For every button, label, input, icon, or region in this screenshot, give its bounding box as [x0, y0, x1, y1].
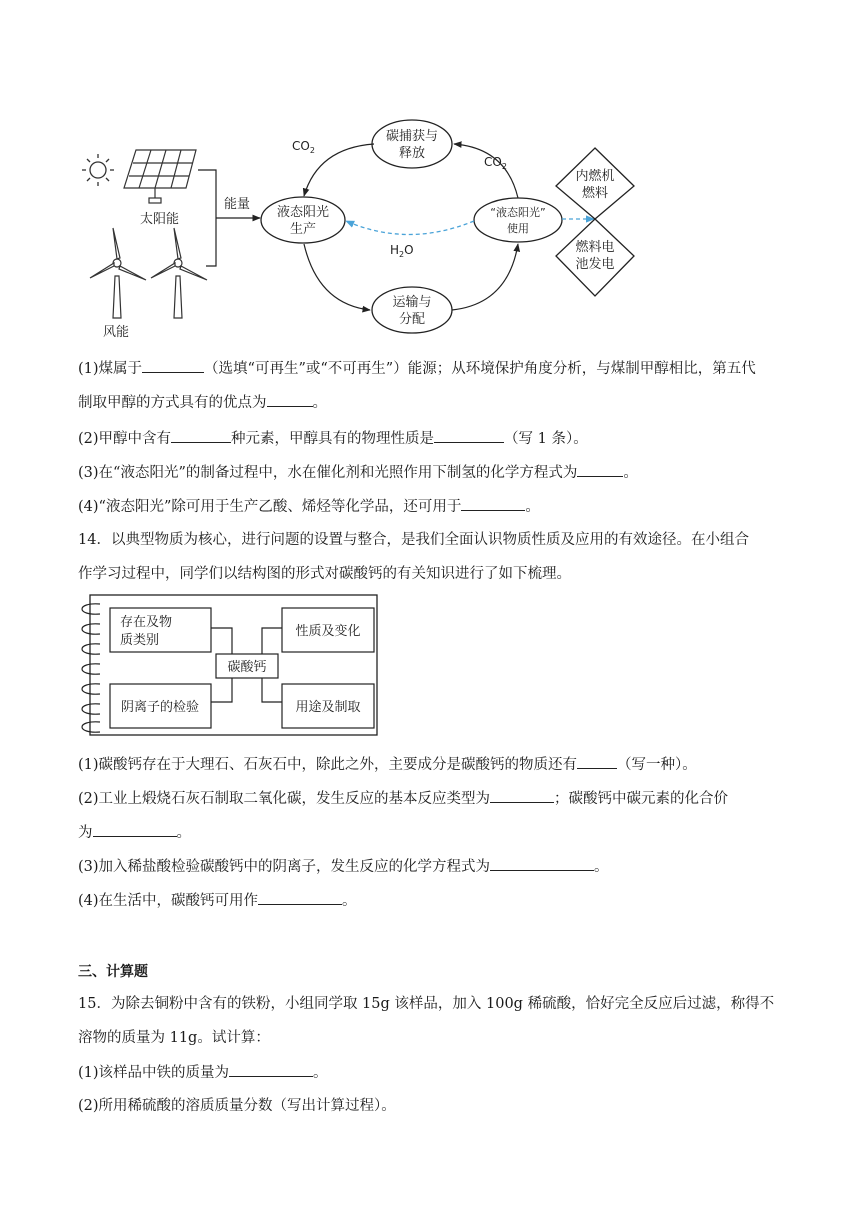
wind-turbine-icon	[90, 228, 146, 318]
q14-part2-line1: (2)工业上煅烧石灰石制取二氧化碳，发生反应的基本反应类型为 ；碳酸钙中碳元素的化合价	[78, 788, 728, 809]
q14-intro-line2: 作学习过程中，同学们以结构图的形式对碳酸钙的有关知识进行了如下梳理。	[78, 566, 571, 582]
q14-intro-line1: 14．以典型物质为核心，进行问题的设置与整合，是我们全面认识物质性质及应用的有效途径。在小组合	[78, 532, 749, 548]
existence-category-label-2: 质类别	[120, 633, 160, 648]
solar-panel-icon	[124, 150, 196, 203]
q14-part1: (1)碳酸钙存在于大理石、石灰石中，除此之外，主要成分是碳酸钙的物质还有 （写一种）。	[78, 754, 697, 775]
center-label: 碳酸钙	[227, 660, 267, 675]
svg-text:CO2: $CO_2$	[292, 139, 315, 155]
h2o-label	[390, 243, 414, 259]
answer-blank[interactable]	[258, 890, 342, 905]
engine-fuel-label-2: 燃料	[581, 186, 609, 201]
q13-part3: (3)在“液态阳光”的制备过程中，水在催化剂和光照作用下制氢的化学方程式为 。	[78, 462, 638, 483]
fuel-cell-label-2: 池发电	[575, 257, 615, 272]
sun-icon	[82, 154, 114, 186]
answer-blank[interactable]	[229, 1062, 313, 1077]
capture-label-1: 碳捕获与	[385, 129, 439, 144]
properties-changes-label: 性质及变化	[295, 624, 361, 639]
usage-label-2: 使用	[507, 222, 529, 235]
calcium-carbonate-concept-map	[74, 590, 384, 740]
engine-fuel-label-1: 内燃机	[575, 169, 615, 184]
q13-part2: (2)甲醇中含有 种元素，甲醇具有的物理性质是 （写 1 条）。	[78, 428, 588, 449]
svg-text:H2O: $H_2O$	[390, 243, 414, 259]
q13-part4: (4)“液态阳光”除可用于生产乙酸、烯烃等化学品，还可用于 。	[78, 496, 540, 517]
usage-node	[474, 198, 562, 242]
co2-right-label	[484, 155, 507, 171]
fuel-cell-label-1: 燃料电	[575, 240, 615, 255]
water-arrow	[346, 221, 474, 235]
production-label-2: 生产	[289, 222, 317, 237]
answer-blank[interactable]	[577, 754, 617, 769]
svg-text:CO2: $CO_2$	[484, 155, 507, 171]
usage-label-1: “液态阳光”	[490, 206, 546, 219]
q13-part1-line2: 制取甲醇的方式具有的优点为 。	[78, 392, 327, 413]
liquid-sunshine-diagram	[78, 108, 658, 338]
transport-label-1: 运输与	[392, 295, 432, 310]
transport-label-2: 分配	[398, 312, 426, 327]
solar-label: 太阳能	[140, 212, 180, 227]
wind-label: 风能	[103, 325, 130, 338]
anion-test-label: 阴离子的检验	[120, 700, 200, 715]
answer-blank[interactable]	[93, 822, 177, 837]
q15-part1: (1)该样品中铁的质量为 。	[78, 1062, 328, 1083]
energy-connector	[198, 170, 260, 266]
answer-blank[interactable]	[434, 428, 504, 443]
answer-blank[interactable]	[490, 788, 554, 803]
section-heading: 三、计算题	[78, 964, 148, 980]
answer-blank[interactable]	[577, 462, 623, 477]
q14-part4: (4)在生活中，碳酸钙可用作 。	[78, 890, 357, 911]
q15-intro-line2: 溶物的质量为 11g。试计算：	[78, 1030, 270, 1046]
q14-part2-line2: 为 。	[78, 822, 191, 843]
wind-turbine-icon	[151, 228, 207, 318]
co2-left-label	[292, 139, 315, 155]
energy-label: 能量	[224, 197, 251, 212]
q14-part3: (3)加入稀盐酸检验碳酸钙中的阴离子，发生反应的化学方程式为 。	[78, 856, 609, 877]
q15-intro-line1: 15．为除去铜粉中含有的铁粉，小组同学取 15g 该样品，加入 100g 稀硫酸，恰好完全反应后过滤，称得不	[78, 996, 775, 1012]
existence-category-label-1: 存在及物	[120, 615, 173, 630]
answer-blank[interactable]	[461, 496, 525, 511]
capture-label-2: 释放	[398, 146, 426, 161]
answer-blank[interactable]	[267, 392, 313, 407]
uses-preparation-label: 用途及制取	[295, 700, 361, 715]
q15-part2: (2)所用稀硫酸的溶质质量分数（写出计算过程）。	[78, 1098, 396, 1114]
q13-part1-line1: (1)煤属于 （选填“可再生”或“不可再生”）能源；从环境保护角度分析，与煤制甲醇相比，第五代	[78, 358, 756, 379]
production-label-1: 液态阳光	[276, 205, 330, 220]
answer-blank[interactable]	[490, 856, 594, 871]
answer-blank[interactable]	[142, 358, 204, 373]
answer-blank[interactable]	[171, 428, 231, 443]
